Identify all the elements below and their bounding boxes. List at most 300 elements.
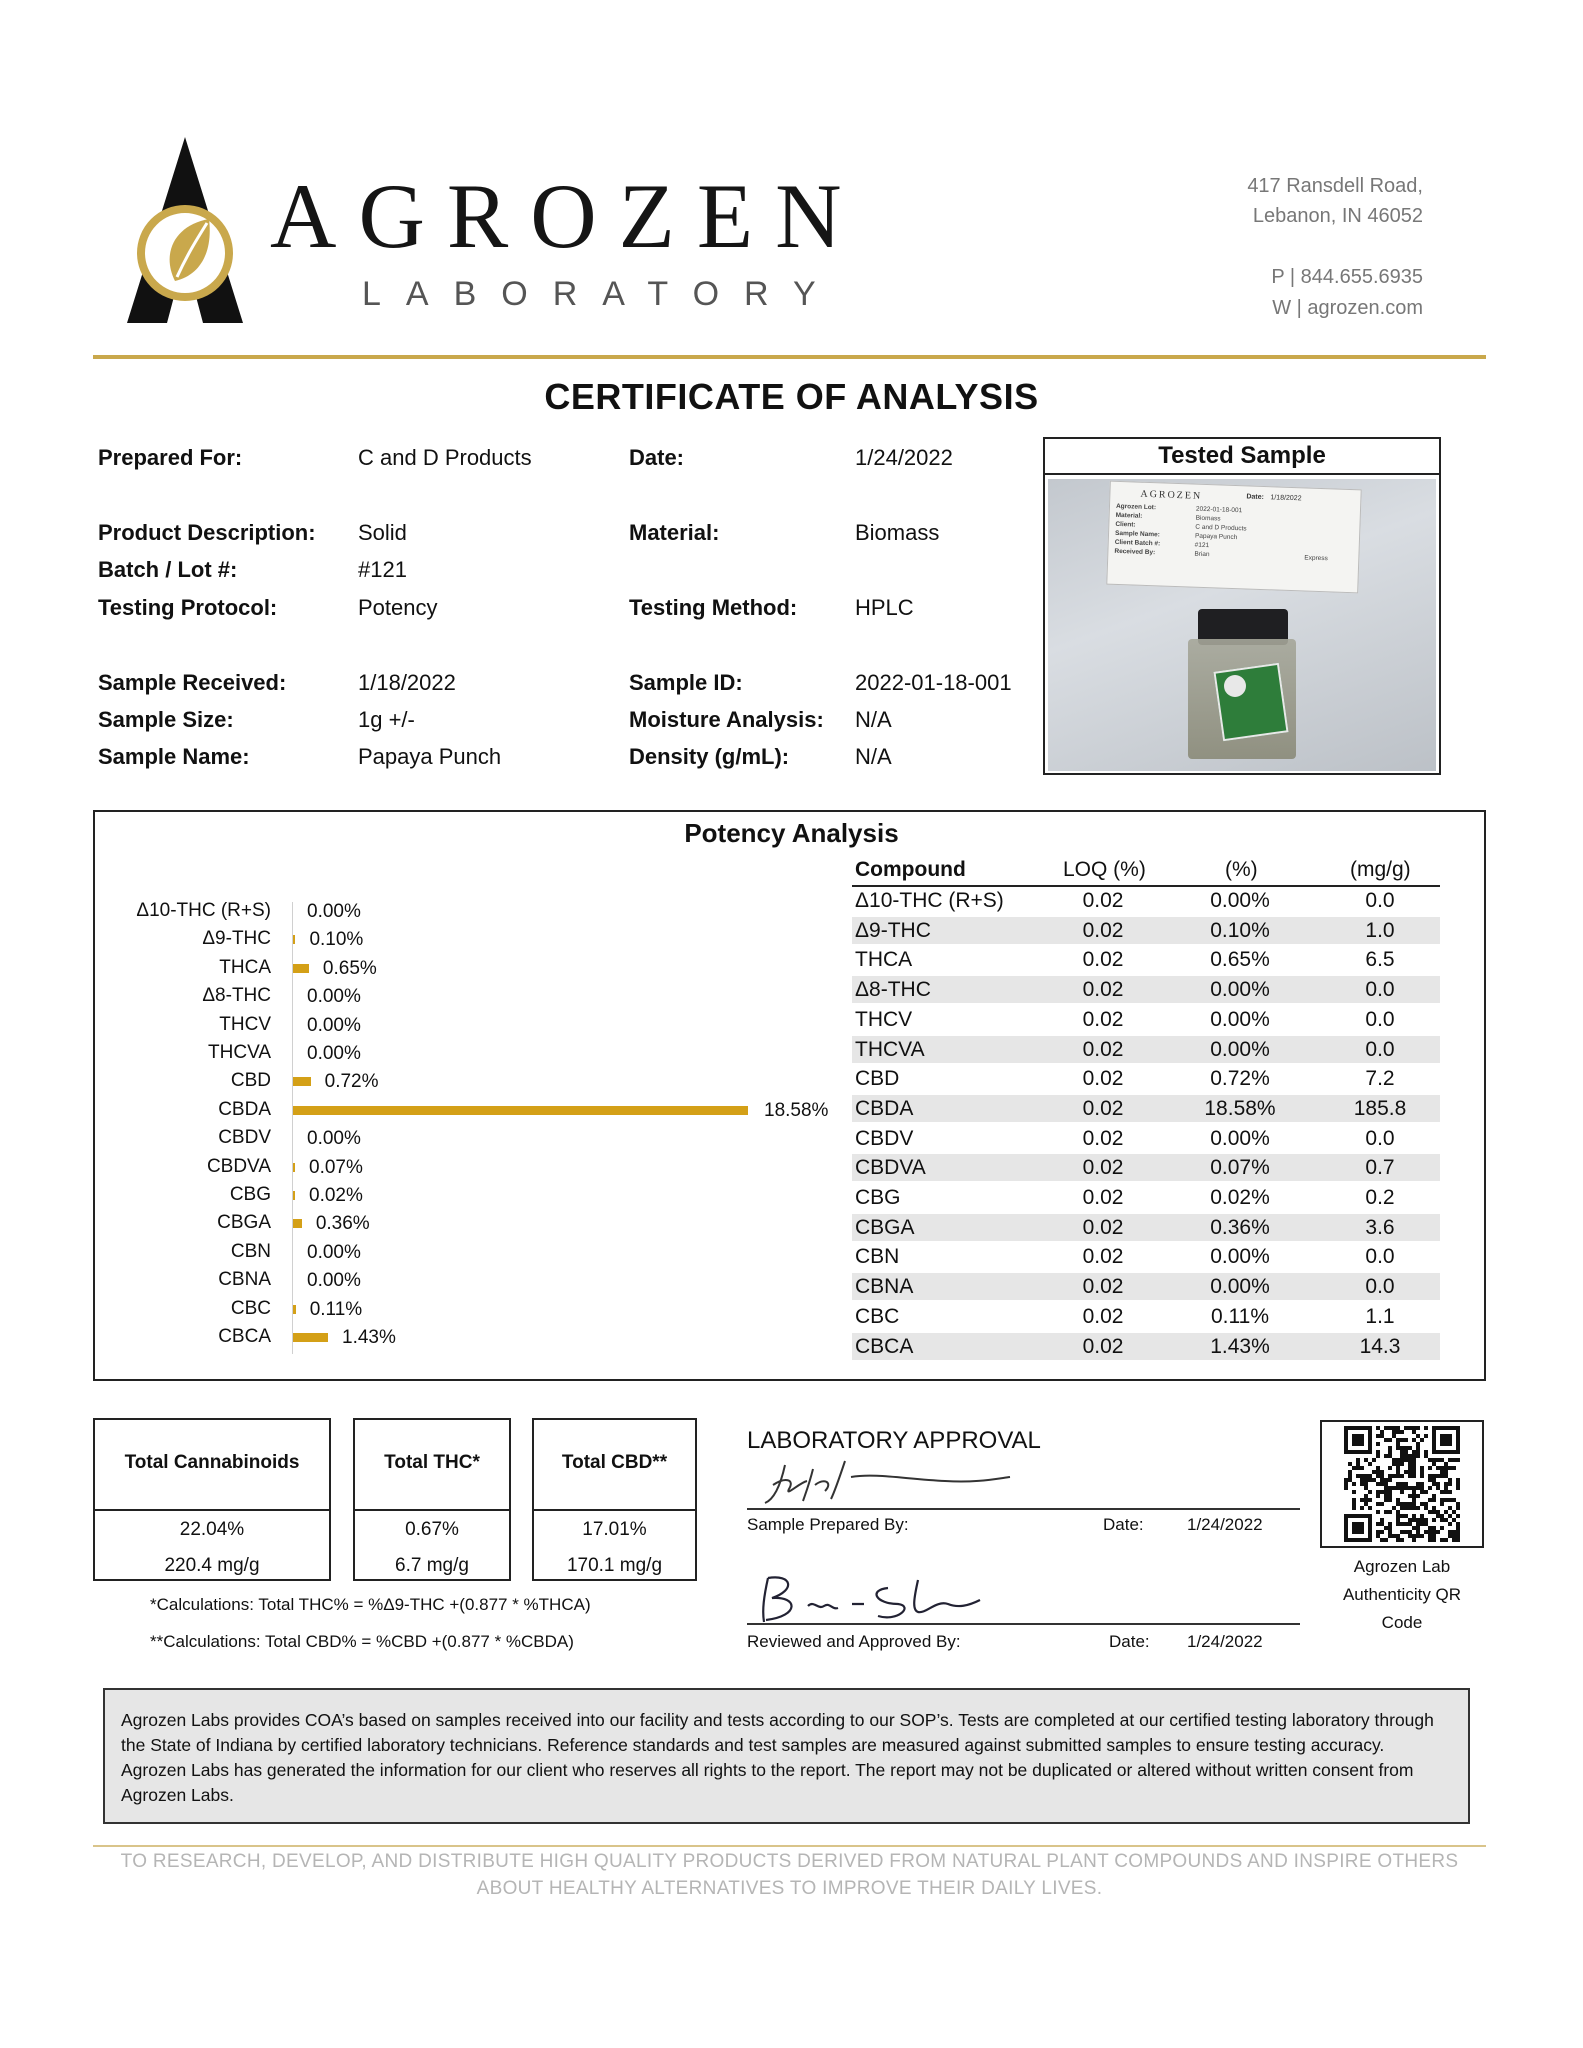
qr-module [1380, 1530, 1384, 1534]
bar-label: CBC [230, 1297, 271, 1319]
qr-module [1396, 1470, 1400, 1474]
qr-module [1400, 1446, 1404, 1450]
qr-module [1456, 1502, 1460, 1506]
qr-module [1416, 1534, 1420, 1538]
qr-module [1360, 1474, 1364, 1478]
qr-module [1412, 1462, 1416, 1466]
bar [293, 1077, 311, 1086]
qr-module [1344, 1482, 1348, 1486]
compound-name: CBG [855, 1186, 901, 1209]
qr-module [1348, 1462, 1352, 1466]
total-cbd-pct: 17.01% [582, 1519, 647, 1540]
compound-mg: 0.0 [1365, 978, 1395, 1002]
brand-subtitle: LABORATORY [362, 275, 841, 313]
qr-module [1448, 1522, 1452, 1526]
jar-sticker-emblem [1224, 675, 1246, 697]
qr-module [1384, 1478, 1388, 1482]
qr-module [1408, 1474, 1412, 1478]
qr-module [1456, 1538, 1460, 1542]
qr-module [1368, 1498, 1372, 1502]
bar-value-label: 0.00% [307, 1241, 361, 1263]
qr-module [1432, 1458, 1436, 1462]
density-value: N/A [855, 744, 892, 769]
compound-loq: 0.02 [1082, 1186, 1124, 1209]
qr-module [1404, 1530, 1408, 1534]
qr-module [1456, 1486, 1460, 1490]
qr-module [1412, 1474, 1416, 1478]
qr-module [1352, 1498, 1356, 1502]
compound-name: Δ10-THC (R+S) [855, 889, 1004, 912]
bar-value-label: 0.11% [309, 1298, 363, 1320]
qr-module [1400, 1462, 1404, 1466]
bar-value-label: 0.72% [324, 1071, 379, 1093]
bar-value-label: 0.02% [309, 1185, 363, 1206]
qr-module [1368, 1490, 1372, 1494]
qr-module [1416, 1426, 1420, 1430]
qr-module [1432, 1538, 1436, 1542]
qr-module [1384, 1426, 1388, 1430]
qr-module [1424, 1450, 1428, 1454]
qr-module [1432, 1526, 1436, 1530]
qr-module [1416, 1450, 1420, 1454]
qr-module [1344, 1486, 1348, 1490]
compound-loq: 0.02 [1082, 1215, 1124, 1239]
qr-module [1432, 1494, 1436, 1498]
qr-module [1436, 1510, 1440, 1514]
compound-loq: 0.02 [1082, 1304, 1124, 1328]
qr-module [1388, 1510, 1392, 1514]
qr-module [1380, 1538, 1384, 1542]
sample-label-key: Agrozen Lot: [1115, 502, 1157, 512]
total-cannabinoids-mg: 220.4 mg/g [164, 1555, 260, 1576]
compound-percent: 0.10% [1210, 918, 1270, 942]
qr-module [1384, 1494, 1388, 1498]
compound-name: THCV [855, 1007, 913, 1031]
qr-module [1360, 1506, 1364, 1510]
qr-module [1420, 1466, 1424, 1470]
agrozen-logo [105, 135, 265, 325]
compound-mg: 1.1 [1365, 1304, 1395, 1328]
qr-module [1388, 1486, 1392, 1490]
qr-code[interactable] [1342, 1426, 1462, 1542]
qr-module [1452, 1538, 1456, 1542]
total-cannabinoids-pct: 22.04% [179, 1519, 245, 1540]
bar-label: Δ8-THC [202, 985, 271, 1007]
compound-name: CBDV [855, 1126, 914, 1150]
qr-module [1392, 1458, 1396, 1462]
bar-value-label: 18.58% [764, 1099, 829, 1121]
qr-module [1388, 1526, 1392, 1530]
bar-label: THCVA [208, 1042, 271, 1063]
qr-module [1384, 1438, 1388, 1442]
qr-module [1412, 1538, 1416, 1542]
bar [293, 1191, 295, 1200]
compound-mg: 7.2 [1365, 1067, 1395, 1091]
qr-module [1416, 1518, 1420, 1522]
preparer-signature [755, 1455, 1015, 1507]
compound-mg: 0.0 [1365, 1275, 1395, 1299]
table-header-loq: LOQ (%) [1063, 858, 1146, 881]
qr-module [1384, 1538, 1388, 1542]
sample-id-value: 2022-01-18-001 [855, 670, 1012, 695]
qr-module [1396, 1534, 1400, 1538]
qr-module [1412, 1486, 1416, 1490]
total-cbd-label: Total CBD** [561, 1452, 668, 1473]
qr-module [1348, 1474, 1352, 1478]
sample-label-val: Biomass [1195, 514, 1221, 523]
qr-module [1380, 1490, 1384, 1494]
qr-module [1424, 1490, 1428, 1494]
qr-module [1352, 1506, 1356, 1510]
qr-module [1352, 1482, 1356, 1486]
qr-module [1396, 1482, 1400, 1486]
qr-module [1432, 1510, 1436, 1514]
qr-module [1428, 1498, 1432, 1502]
footer-divider [93, 1845, 1486, 1847]
bar-value-label: 0.00% [307, 1128, 361, 1150]
qr-module [1396, 1430, 1400, 1434]
qr-module [1384, 1482, 1388, 1486]
qr-module [1352, 1502, 1356, 1506]
qr-module [1400, 1474, 1404, 1478]
qr-module [1456, 1506, 1460, 1510]
qr-module [1420, 1486, 1424, 1490]
bar [293, 1305, 296, 1314]
qr-module [1412, 1430, 1416, 1434]
qr-module [1436, 1466, 1440, 1470]
qr-module [1424, 1426, 1428, 1430]
qr-module [1452, 1530, 1456, 1534]
qr-module [1400, 1522, 1404, 1526]
qr-module [1436, 1486, 1440, 1490]
compound-loq: 0.02 [1082, 1037, 1124, 1061]
qr-module [1440, 1470, 1444, 1474]
qr-module [1396, 1522, 1400, 1526]
bar [293, 1106, 748, 1115]
qr-module [1436, 1458, 1440, 1462]
qr-module [1420, 1470, 1424, 1474]
compound-name: CBDA [855, 1096, 914, 1120]
qr-module [1428, 1466, 1432, 1470]
qr-module [1424, 1530, 1428, 1534]
qr-module [1416, 1434, 1420, 1438]
jar-sticker [1213, 663, 1288, 742]
qr-module [1416, 1442, 1420, 1446]
laboratory-approval-title: LABORATORY APPROVAL [747, 1427, 1041, 1454]
compound-mg: 0.7 [1365, 1156, 1395, 1180]
qr-module [1380, 1502, 1384, 1506]
bar-label: CBN [230, 1240, 271, 1262]
compound-loq: 0.02 [1082, 1245, 1124, 1269]
compound-loq: 0.02 [1082, 1156, 1124, 1180]
qr-module [1380, 1430, 1384, 1434]
compound-name: Δ9-THC [855, 918, 931, 942]
reviewed-date-value: 1/24/2022 [1187, 1632, 1263, 1651]
qr-module [1376, 1470, 1380, 1474]
qr-module [1456, 1522, 1460, 1526]
qr-module [1420, 1502, 1424, 1506]
qr-module [1456, 1526, 1460, 1530]
qr-module [1456, 1458, 1460, 1462]
qr-module [1416, 1446, 1420, 1450]
qr-module [1448, 1530, 1452, 1534]
total-thc-divider [353, 1509, 511, 1511]
qr-module [1408, 1454, 1412, 1458]
compound-name: THCVA [855, 1037, 925, 1061]
bar [293, 1219, 302, 1228]
prepared-by-label: Sample Prepared By: [747, 1515, 909, 1534]
qr-module [1400, 1530, 1404, 1534]
qr-module [1400, 1538, 1404, 1542]
qr-module [1448, 1514, 1452, 1518]
qr-module [1376, 1534, 1380, 1538]
qr-module [1396, 1466, 1400, 1470]
qr-module [1428, 1458, 1432, 1462]
qr-module [1372, 1470, 1376, 1474]
qr-module [1412, 1506, 1416, 1510]
qr-module [1404, 1522, 1408, 1526]
qr-module [1412, 1458, 1416, 1462]
product-description-value: Solid [358, 520, 407, 545]
qr-module [1412, 1534, 1416, 1538]
sample-label-date: 1/18/2022 [1270, 494, 1302, 503]
compound-loq: 0.02 [1082, 1334, 1124, 1358]
qr-module [1408, 1522, 1412, 1526]
qr-module [1388, 1446, 1392, 1450]
qr-module [1404, 1458, 1408, 1462]
prepared-for-value: C and D Products [358, 445, 532, 470]
sample-label-val: #121 [1194, 541, 1210, 550]
qr-module [1388, 1478, 1392, 1482]
qr-module [1448, 1458, 1452, 1462]
qr-module [1408, 1446, 1412, 1450]
qr-module [1384, 1526, 1388, 1530]
qr-module [1404, 1454, 1408, 1458]
qr-module [1400, 1450, 1404, 1454]
tested-sample-title: Tested Sample [1045, 439, 1439, 475]
qr-module [1420, 1482, 1424, 1486]
qr-module [1376, 1502, 1380, 1506]
sample-photo [1048, 479, 1436, 771]
qr-module [1412, 1454, 1416, 1458]
qr-module [1376, 1466, 1380, 1470]
qr-module [1372, 1478, 1376, 1482]
sample-name-value: Papaya Punch [358, 744, 502, 769]
bar-value-label: 0.65% [322, 957, 377, 979]
compound-percent: 1.43% [1210, 1334, 1270, 1358]
bar-value-label: 0.00% [307, 901, 361, 922]
qr-module [1364, 1486, 1368, 1490]
qr-module [1376, 1450, 1380, 1454]
compound-percent: 0.36% [1210, 1215, 1270, 1239]
qr-module [1432, 1518, 1436, 1522]
table-header-percent: (%) [1225, 858, 1258, 881]
qr-module [1432, 1534, 1436, 1538]
qr-module [1348, 1470, 1352, 1474]
compound-loq: 0.02 [1082, 889, 1124, 912]
qr-module [1408, 1494, 1412, 1498]
compound-name: CBD [855, 1067, 900, 1091]
qr-module [1448, 1490, 1452, 1494]
bar-label: Δ9-THC [202, 928, 271, 950]
qr-module [1388, 1490, 1392, 1494]
total-cannabinoids-label: Total Cannabinoids [124, 1452, 300, 1473]
qr-module [1356, 1458, 1360, 1462]
potency-title: Potency Analysis [684, 818, 899, 848]
bar-label: CBCA [218, 1326, 271, 1347]
qr-module [1364, 1494, 1368, 1498]
qr-module [1444, 1486, 1448, 1490]
batch-lot-value: #121 [358, 557, 407, 582]
qr-module [1392, 1462, 1396, 1466]
compound-percent: 0.00% [1210, 889, 1270, 912]
sample-received-label: Sample Received: [98, 670, 287, 695]
qr-module [1396, 1426, 1400, 1430]
bar-label: CBD [230, 1070, 271, 1092]
qr-module [1428, 1510, 1432, 1514]
bar-label: CBDA [218, 1098, 271, 1120]
qr-module [1364, 1478, 1368, 1482]
compound-loq: 0.02 [1082, 1067, 1124, 1091]
qr-module [1380, 1434, 1384, 1438]
qr-module [1420, 1438, 1424, 1442]
qr-module [1352, 1490, 1356, 1494]
qr-module [1432, 1482, 1436, 1486]
qr-module [1428, 1526, 1432, 1530]
qr-module [1432, 1474, 1436, 1478]
qr-module [1392, 1486, 1396, 1490]
qr-module [1420, 1490, 1424, 1494]
qr-module [1356, 1462, 1360, 1466]
qr-module [1396, 1442, 1400, 1446]
bar-label: THCV [219, 1013, 271, 1035]
qr-module [1400, 1458, 1404, 1462]
qr-module [1420, 1534, 1424, 1538]
moisture-analysis-value: N/A [855, 707, 892, 732]
qr-module [1444, 1474, 1448, 1478]
reviewer-signature [748, 1570, 1018, 1626]
qr-module [1360, 1498, 1364, 1502]
qr-module [1388, 1498, 1392, 1502]
qr-module [1416, 1482, 1420, 1486]
qr-module [1396, 1510, 1400, 1514]
qr-module [1388, 1438, 1392, 1442]
qr-module [1440, 1502, 1444, 1506]
qr-module [1456, 1478, 1460, 1482]
qr-module [1404, 1482, 1408, 1486]
bar-label: THCA [219, 956, 271, 978]
qr-module [1412, 1494, 1416, 1498]
qr-module [1412, 1438, 1416, 1442]
qr-module [1416, 1486, 1420, 1490]
qr-module [1400, 1490, 1404, 1494]
total-cbd-divider [532, 1509, 697, 1511]
sample-label-val: 2022-01-18-001 [1195, 505, 1243, 515]
qr-module [1376, 1454, 1380, 1458]
qr-module [1412, 1466, 1416, 1470]
qr-module [1440, 1458, 1444, 1462]
sample-label-key: Client Batch #: [1114, 538, 1161, 548]
compound-name: Δ8-THC [855, 978, 931, 1002]
qr-module [1444, 1470, 1448, 1474]
qr-module [1440, 1498, 1444, 1502]
compound-percent: 0.02% [1210, 1186, 1270, 1209]
qr-module [1456, 1534, 1460, 1538]
compound-percent: 0.00% [1210, 1245, 1270, 1269]
sample-label-val: Papaya Punch [1194, 532, 1238, 542]
footer-mission-line-2: ABOUT HEALTHY ALTERNATIVES TO IMPROVE THEIR DAILY LIVES. [476, 1878, 1103, 1899]
bar-value-label: 0.36% [315, 1213, 370, 1235]
qr-caption-line-2: Authenticity QR [1342, 1585, 1462, 1604]
qr-module [1416, 1494, 1420, 1498]
qr-module [1428, 1538, 1432, 1542]
qr-module [1376, 1522, 1380, 1526]
qr-module [1396, 1462, 1400, 1466]
qr-module [1432, 1530, 1436, 1534]
qr-caption-line-1: Agrozen Lab [1353, 1557, 1451, 1576]
material-value: Biomass [855, 520, 940, 545]
qr-module [1448, 1482, 1452, 1486]
qr-module [1396, 1514, 1400, 1518]
qr-module [1352, 1434, 1364, 1446]
qr-module [1384, 1510, 1388, 1514]
qr-module [1380, 1470, 1384, 1474]
qr-module [1432, 1498, 1436, 1502]
batch-lot-label: Batch / Lot #: [98, 557, 238, 582]
compound-percent: 0.07% [1210, 1156, 1270, 1180]
qr-module [1440, 1526, 1444, 1530]
bar [293, 1333, 328, 1342]
qr-module [1404, 1450, 1408, 1454]
reviewed-date-label: Date: [1109, 1632, 1150, 1651]
compound-name: CBC [855, 1304, 900, 1328]
bar-value-label: 1.43% [342, 1327, 396, 1348]
qr-module [1388, 1450, 1392, 1454]
qr-module [1448, 1466, 1452, 1470]
total-thc-pct: 0.67% [405, 1519, 459, 1540]
qr-module [1424, 1434, 1428, 1438]
qr-module [1444, 1510, 1448, 1514]
qr-module [1400, 1502, 1404, 1506]
compound-mg: 0.0 [1365, 1245, 1395, 1269]
qr-module [1404, 1438, 1408, 1442]
qr-module [1388, 1474, 1392, 1478]
sample-label-val: C and D Products [1195, 523, 1247, 533]
qr-module [1384, 1498, 1388, 1502]
qr-module [1400, 1438, 1404, 1442]
table-header-compound: Compound [855, 858, 966, 881]
qr-module [1396, 1498, 1400, 1502]
footer-mission-line-1: TO RESEARCH, DEVELOP, AND DISTRIBUTE HIGH QUALITY PRODUCTS DERIVED FROM NATURAL PLANT COMPOUNDS AND INSPIRE OTHERS [120, 1851, 1459, 1872]
qr-module [1416, 1506, 1420, 1510]
reviewed-by-label: Reviewed and Approved By: [747, 1632, 961, 1651]
table-header-mg: (mg/g) [1350, 858, 1411, 881]
qr-module [1376, 1426, 1380, 1430]
qr-module [1396, 1486, 1400, 1490]
product-description-label: Product Description: [98, 520, 316, 545]
compound-mg: 0.2 [1365, 1186, 1395, 1209]
qr-module [1408, 1426, 1412, 1430]
total-cbd-mg: 170.1 mg/g [566, 1555, 663, 1576]
qr-module [1452, 1534, 1456, 1538]
qr-module [1452, 1498, 1456, 1502]
qr-module [1400, 1506, 1404, 1510]
qr-module [1396, 1458, 1400, 1462]
qr-module [1344, 1478, 1348, 1482]
qr-module [1424, 1454, 1428, 1458]
compound-loq: 0.02 [1082, 1126, 1124, 1150]
compound-name: CBCA [855, 1334, 914, 1358]
